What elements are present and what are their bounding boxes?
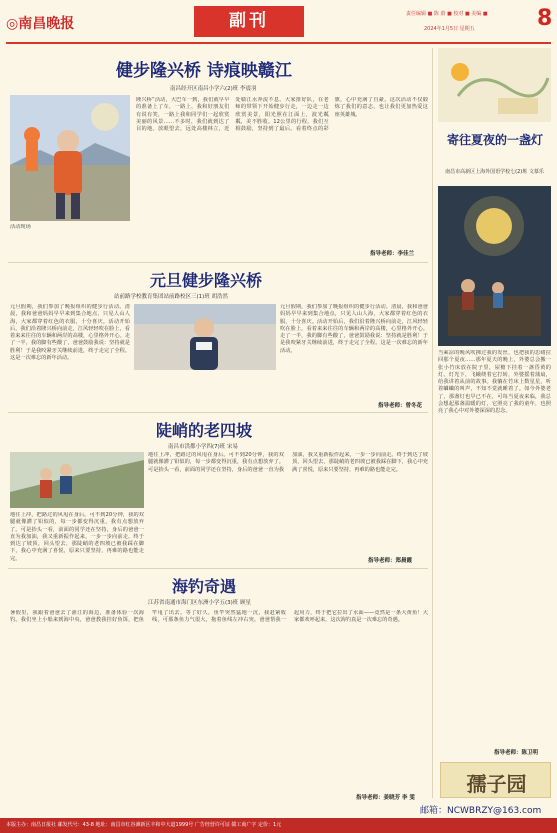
page-footer: 本版主办：南昌日报社 邮发代号：43-8 地址：南昌市红谷滩新区丰和中大道1999号 广告经营许可证 赣工商广字 定价：1元 (0, 818, 557, 833)
page-header (0, 0, 557, 42)
article-2-byline: 站前路学校教育集团站前路校区三(1)班 胡浩然 (114, 294, 229, 300)
article-1-byline: 南昌经开区南昌小学六(2)班 李震羽 (170, 86, 257, 92)
article-5-photo (438, 48, 551, 122)
article-3-title: 陡峭的老四坡 (156, 421, 253, 440)
article-5-byline: 南昌市高新区上海外国语学校七(2)班 文慕乐 (445, 169, 544, 175)
divider (8, 568, 428, 569)
article-1-title: 健步隆兴桥 诗痕映赣江 (116, 61, 292, 81)
article-4-body: 暑假里，我跟着爸爸去了浙江的海边，准备体验一次海钓。我们坐上小船来到海中央，爸爸教我挂好鱼饵，把鱼竿甩了出去。等了好久，鱼竿突然猛地一沉，我赶紧收线，可那条鱼力气很大，拖着鱼线左冲右突。爸爸帮我一起用力，终于把它拉出了水面——竟然是一条大黄鱼！大家都欢呼起来，这次海钓真是一次难忘的奇遇。 (10, 610, 428, 624)
article-2-body-right: 元旦假期，我们参加了晚报组织的健步行活动。清晨，我和爸爸妈妈早早来到集合地点，只见人山人海，大家都穿着红色的衣服，十分喜庆。活动开始后，我们沿着隆兴桥向前走，江风轻轻吹在脸上，看着来来往往的车辆和两岸的高楼，心里格外开心。走了一半，我的脚有些酸了，爸爸鼓励我说：坚持就是胜利！于是我咬紧牙关继续前进，终于走完了全程。这是一次难忘的新年活动。 (280, 304, 428, 354)
contact-email: 邮箱：NCWBRZY@163.com (420, 806, 542, 816)
article-2-body-left: 元旦假期，我们参加了晚报组织的健步行活动。清晨，我和爸爸妈妈早早来到集合地点，只见人山人海，大家都穿着红色的衣服，十分喜庆。活动开始后，我们沿着隆兴桥向前走，江风轻轻吹在脸上，看着来来往往的车辆和两岸的高楼，心里格外开心。走了一半，我的脚有些酸了，爸爸鼓励我说：坚持就是胜利！于是我咬紧牙关继续前进，终于走完了全程。这是一次难忘的新年活动。 (10, 304, 130, 362)
article-4-title: 海钓奇遇 (172, 577, 237, 596)
article-5-body: 当乘凉的晚风吹拂过我的发丝，也把我的思绪拉回那个夏夜……那年夏天的晚上，外婆总会搬一张小竹床放在院子里，屋檐下挂着一盏昏黄的灯。灯光下，飞蛾绕着它打转，外婆摇着蒲扇，给我讲着从前的故事。我躺在竹床上数星星，听着蛐蛐的叫声，不知不觉就睡着了。如今外婆老了，那盏灯也早已不在，可每当夏夜来临，我总会想起那盏温暖的灯，它照亮了我的童年，也照亮了我心中对外婆深深的思念。 (438, 350, 551, 415)
article-1-photo (10, 95, 130, 221)
article-3-body-right: 地往上冲，把路过的风甩在身后。可不到20分钟，我的双腿就像灌了铅似的，每一步都变得沉重，我有点想放弃了。可是抬头一看，前面的同学还在坚持，身后的爸爸一直为我加油，我又重新振作起来，一步一步向前走。终于到达了坡顶，回头望去，那陡峭的老四坡已被我踩在脚下，我心中充满了喜悦，原来只要坚持，再难的路也能走完。 (148, 452, 428, 473)
article-1-advisor: 指导老师：李佳兰 (370, 251, 415, 257)
article-1-caption-text: 活动现场 (10, 224, 31, 230)
article-5-title: 寄往夏夜的一盏灯 (446, 133, 543, 147)
header-rule (6, 42, 551, 44)
article-5-photo-2 (438, 186, 551, 346)
article-2-title: 元旦健步隆兴桥 (150, 271, 263, 290)
column-logo (440, 762, 551, 798)
article-3-advisor: 指导老师：郑晨霞 (368, 558, 413, 564)
section-title: 副刊 (194, 6, 304, 37)
article-3-byline: 南昌市洪都小学四(7)班 宋易 (168, 444, 239, 450)
newspaper-logo: ◎南昌晚报 (6, 16, 75, 32)
article-2-photo (134, 304, 276, 370)
column-logo-text: 孺子园 (466, 772, 527, 796)
page-number: 8 (537, 6, 553, 31)
article-5-advisor: 指导老师：陈卫明 (494, 750, 539, 756)
article-4-byline: 江苏省南通市海门区东洲小学五(3)班 顾星 (148, 600, 252, 606)
article-2-advisor: 指导老师：曾冬花 (378, 403, 423, 409)
divider (8, 412, 428, 413)
column-divider (432, 48, 433, 798)
divider (8, 262, 428, 263)
article-1-body: 隆兴桥“活动，大巴车一到，我们就早早的准备上了车，一路上，我和好朋友们有说有笑，一路上我和同学们一起欣赏美丽的风景……不多时，我们就到达了目的地。放眼望去，远处高楼林立，近处赣江水奔流不息。大家排好队，在老师的带领下开始健步行走，一边走一边欣赏美景，阳光照在江面上，波光粼粼，美不胜收。12公里的行程，我们互相鼓励，坚持到了最后。看着终点的彩旗，心中充满了自豪。这次活动不仅锻炼了我们的意志，也让我们更加热爱这座英雄城。 (136, 97, 428, 133)
editor-info: 责任编辑 ■ 陈 蔚 ■ 校对 ■ 美编 ■ (406, 11, 488, 17)
article-3-body-left: 地往上冲，把路过的风甩在身后。可不到20分钟，我的双腿就像灌了铅似的，每一步都变得沉重，我有点想放弃了。可是抬头一看，前面的同学还在坚持，身后的爸爸一直为我加油，我又重新振作起来，一步一步向前走。终于到达了坡顶，回头望去，那陡峭的老四坡已被我踩在脚下，我心中充满了喜悦，原来只要坚持，再难的路也能走完。 (10, 512, 144, 562)
issue-date: 2024年1月5日 星期五 (424, 26, 475, 32)
article-3-photo (10, 452, 144, 508)
article-4-advisor: 指导老师：姜晓芳 李 雯 (356, 795, 415, 801)
